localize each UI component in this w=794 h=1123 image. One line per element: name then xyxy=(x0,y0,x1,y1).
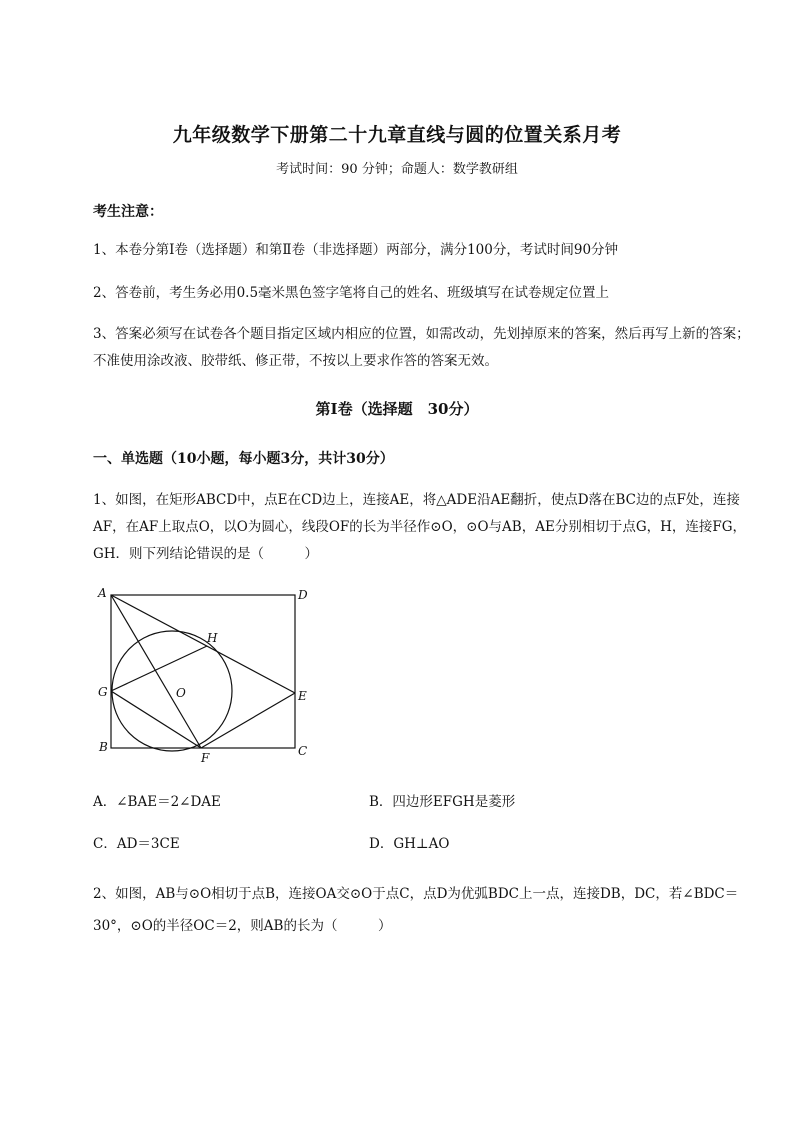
circle-o xyxy=(112,631,232,751)
figure-label-b: B xyxy=(99,740,108,754)
figure-label-f: F xyxy=(201,751,210,765)
segment-af xyxy=(111,595,201,748)
exam-info: 考试时间：90 分钟；命题人：数学教研组 xyxy=(276,162,518,177)
question-1-text: 1、如图，在矩形ABCD中，点E在CD边上，连接AE，将△ADE沿AE翻折，使点D落在BC边的点F处，连接AF，在AF上取点O，以O为圆心，线段OF的长为半径作⊙O，⊙O与AB，AE分别相切于点G，H，连接FG，GH．则下列结论错误的是（ ） xyxy=(93,492,747,562)
question-1-option-c: C．AD＝3CE xyxy=(93,836,180,852)
figure-label-d: D xyxy=(298,588,308,602)
figure-label-e: E xyxy=(298,689,307,703)
question-1-option-a: A．∠BAE＝2∠DAE xyxy=(93,794,221,810)
notice-item-2: 2、答卷前，考生务必用0.5毫米黑色签字笔将自己的姓名、班级填写在试卷规定位置上 xyxy=(93,285,610,301)
question-1-option-d: D．GH⊥AO xyxy=(369,836,450,852)
question-1-figure xyxy=(93,583,323,768)
figure-label-h: H xyxy=(207,631,218,645)
page-title: 九年级数学下册第二十九章直线与圆的位置关系月考 xyxy=(172,124,622,146)
question-2-text: 2、如图，AB与⊙O相切于点B，连接OA交⊙O于点C，点D为优弧BDC上一点，连接DB，DC，若∠BDC＝30°，⊙O的半径OC＝2，则AB的长为（ ） xyxy=(93,886,739,934)
notice-item-3: 3、答案必须写在试卷各个题目指定区域内相应的位置，如需改动，先划掉原来的答案，然后再写上新的答案；不准使用涂改液、胶带纸、修正带，不按以上要求作答的答案无效。 xyxy=(93,326,750,369)
segment-gf xyxy=(111,691,201,748)
part-heading: 一、单选题（10小题，每小题3分，共计30分） xyxy=(93,451,394,467)
figure-label-g: G xyxy=(98,685,108,699)
segment-fe xyxy=(201,693,295,748)
figure-label-a: A xyxy=(98,586,107,600)
question-1-option-b: B．四边形EFGH是菱形 xyxy=(369,794,516,810)
rectangle-abcd xyxy=(111,595,295,748)
notice-item-1: 1、本卷分第Ⅰ卷（选择题）和第Ⅱ卷（非选择题）两部分，满分100分，考试时间90分钟 xyxy=(93,242,619,258)
figure-label-o: O xyxy=(176,686,186,700)
notice-heading: 考生注意： xyxy=(93,204,163,220)
section-title: 第Ⅰ卷（选择题 30分） xyxy=(315,400,479,418)
figure-label-c: C xyxy=(298,744,308,758)
